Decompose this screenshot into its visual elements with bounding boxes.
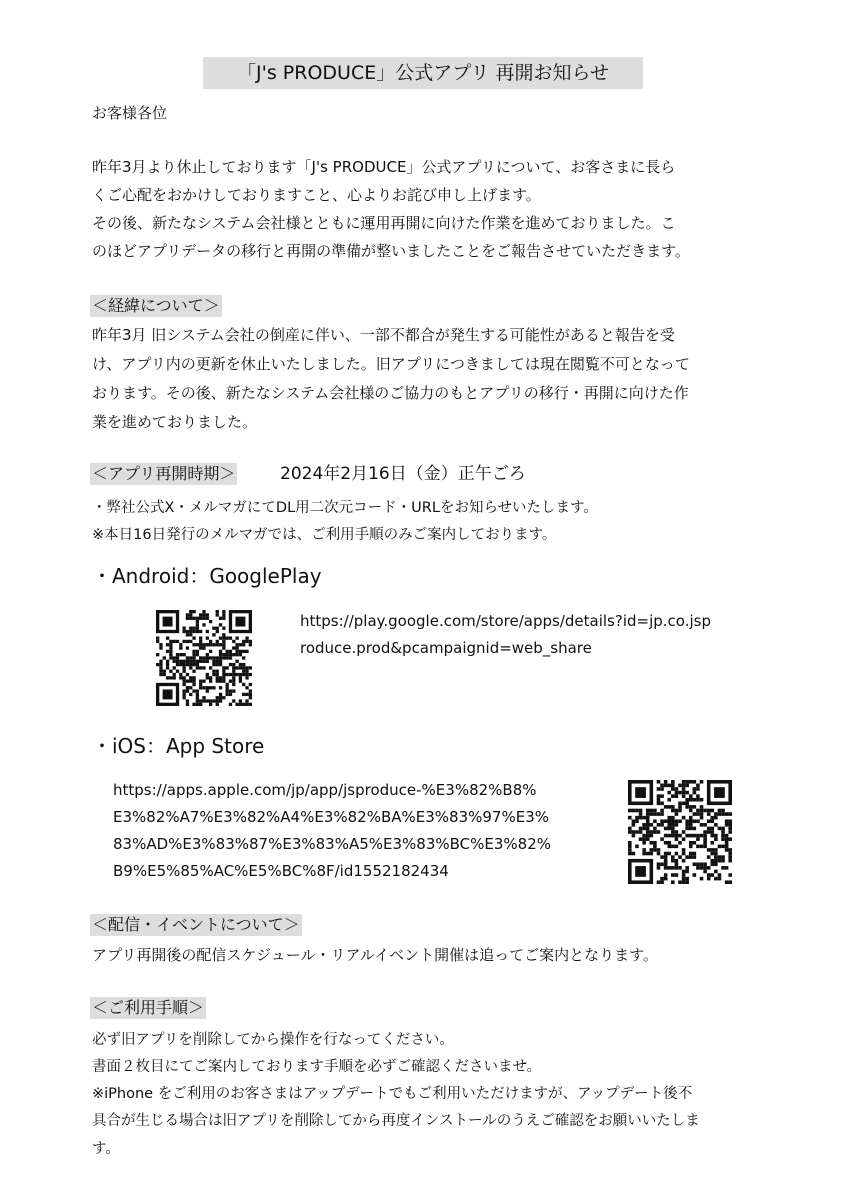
android-store-link[interactable]: https://play.google.com/store/apps/details?id=jp.co.jsp [300, 612, 711, 630]
intro-line: その後、新たなシステム会社様とともに運用再開に向けた作業を進めておりました。こ [92, 214, 676, 232]
events-line: アプリ再開後の配信スケジュール・リアルイベント開催は追ってご案内となります。 [92, 946, 658, 964]
background-line: おります。その後、新たなシステム会社様のご協力のもとアプリの移行・再開に向けた作 [92, 384, 689, 402]
intro-line: のほどアプリデータの移行と再開の準備が整いましたことをご報告させていただきます。 [92, 242, 690, 260]
salutation: お客様各位 [92, 104, 168, 122]
usage-line: 具合が生じる場合は旧アプリを削除してから再度インストールのうえご確認をお願いいたしま [92, 1113, 700, 1129]
page-title: 「J's PRODUCE」公式アプリ 再開お知らせ [203, 57, 643, 89]
resume-note: ・弊社公式X・メルマガにてDL用二次元コード・URLをお知らせいたします。 [92, 500, 598, 516]
android-label: ・Android：GooglePlay [92, 564, 322, 588]
ios-store-link[interactable]: 83%AD%E3%83%87%E3%83%A5%E3%83%BC%E3%82% [113, 835, 552, 853]
resume-date: 2024年2月16日（金）正午ごろ [280, 464, 526, 484]
usage-line: す。 [92, 1141, 120, 1157]
background-line: け、アプリ内の更新を休止いたしました。旧アプリにつきましては現在閲覧不可となって [92, 355, 690, 373]
ios-store-link[interactable]: https://apps.apple.com/jp/app/jsproduce-%E3%82%B8% [113, 781, 537, 799]
android-store-link[interactable]: roduce.prod&pcampaignid=web_share [300, 639, 592, 657]
ios-store-link[interactable]: B9%E5%85%AC%E5%BC%8F/id1552182434 [113, 862, 449, 880]
usage-line: ※iPhone をご利用のお客さまはアップデートでもご利用いただけますが、アップデート後不 [92, 1086, 693, 1102]
ios-store-link[interactable]: E3%82%A7%E3%82%A4%E3%82%BA%E3%83%97%E3% [113, 808, 549, 826]
usage-line: 必ず旧アプリを削除してから操作を行なってください。 [92, 1032, 454, 1048]
intro-line: 昨年3月より休止しております「J's PRODUCE」公式アプリについて、お客さまに長ら [92, 158, 676, 176]
usage-line: 書面２枚目にてご案内しております手順を必ずご確認くださいませ。 [92, 1059, 542, 1075]
background-line: 昨年3月 旧システム会社の倒産に伴い、一部不都合が発生する可能性があると報告を受 [92, 326, 675, 344]
android-qr-code[interactable] [156, 610, 252, 706]
background-heading: ＜経緯について＞ [92, 296, 220, 315]
resume-note: ※本日16日発行のメルマガでは、ご利用手順のみご案内しております。 [92, 527, 557, 543]
usage-heading: ＜ご利用手順＞ [92, 998, 205, 1017]
resume-heading: ＜アプリ再開時期＞ [92, 464, 236, 483]
background-line: 業を進めておりました。 [92, 413, 258, 431]
events-heading: ＜配信・イベントについて＞ [92, 915, 300, 934]
intro-line: くご心配をおかけしておりますこと、心よりお詫び申し上げます。 [92, 186, 541, 204]
ios-qr-code[interactable] [628, 780, 732, 884]
ios-label: ・iOS：App Store [92, 734, 265, 758]
